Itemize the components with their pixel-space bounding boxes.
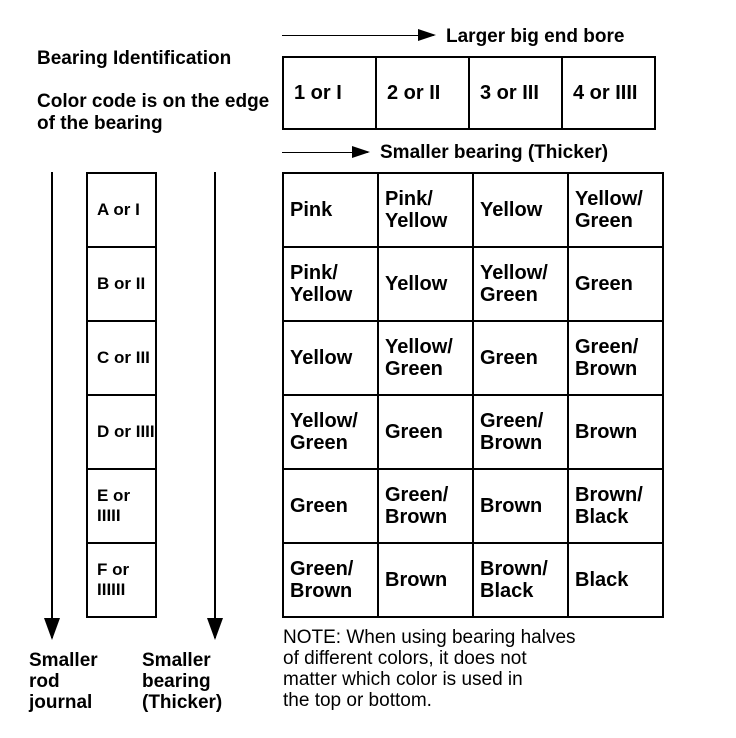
color-cell: Pink/ Yellow bbox=[283, 247, 378, 321]
larger-bore-caption: Larger big end bore bbox=[446, 26, 625, 47]
journal-grade-cell: D or IIII bbox=[87, 395, 156, 469]
diagram-title: Bearing Identification bbox=[37, 48, 232, 69]
smaller-bearing-vertical-arrow bbox=[214, 172, 216, 638]
color-cell: Green/ Brown bbox=[568, 321, 663, 395]
journal-grade-cell: B or II bbox=[87, 247, 156, 321]
journal-grade-table bbox=[86, 172, 157, 618]
color-cell: Green bbox=[473, 321, 568, 395]
color-cell: Pink/ Yellow bbox=[378, 173, 473, 247]
journal-grade-cell: E or IIIII bbox=[87, 469, 156, 543]
journal-grade-cell: F or IIIIII bbox=[87, 543, 156, 617]
usage-note: NOTE: When using bearing halves of different colors, it does not matter which color is used in the top or bottom. bbox=[283, 627, 576, 711]
color-cell: Yellow bbox=[283, 321, 378, 395]
bore-size-cell: 2 or II bbox=[376, 57, 469, 129]
color-cell: Brown/ Black bbox=[473, 543, 568, 617]
smaller-bearing-caption: Smaller bearing (Thicker) bbox=[380, 142, 609, 163]
color-cell: Brown bbox=[568, 395, 663, 469]
color-cell: Yellow/ Green bbox=[473, 247, 568, 321]
color-cell: Green/ Brown bbox=[473, 395, 568, 469]
smaller-journal-arrow bbox=[51, 172, 53, 638]
color-cell: Pink bbox=[283, 173, 378, 247]
journal-grade-cell: C or III bbox=[87, 321, 156, 395]
bore-size-table bbox=[282, 56, 656, 130]
bore-size-cell: 4 or IIII bbox=[562, 57, 655, 129]
bore-size-cell: 3 or III bbox=[469, 57, 562, 129]
color-code-note: Color code is on the edge of the bearing bbox=[37, 91, 270, 134]
color-cell: Black bbox=[568, 543, 663, 617]
bore-size-cell: 1 or I bbox=[283, 57, 376, 129]
color-cell: Brown bbox=[473, 469, 568, 543]
color-cell: Green bbox=[283, 469, 378, 543]
color-cell: Green/ Brown bbox=[378, 469, 473, 543]
color-cell: Yellow/ Green bbox=[568, 173, 663, 247]
smaller-rod-journal-label: Smaller rod journal bbox=[29, 650, 98, 713]
bearing-color-grid bbox=[282, 172, 664, 618]
color-cell: Green/ Brown bbox=[283, 543, 378, 617]
smaller-bearing-arrow bbox=[282, 152, 368, 153]
journal-grade-cell: A or I bbox=[87, 173, 156, 247]
color-cell: Yellow bbox=[378, 247, 473, 321]
color-cell: Yellow/ Green bbox=[378, 321, 473, 395]
larger-bore-arrow bbox=[282, 35, 434, 36]
color-cell: Brown/ Black bbox=[568, 469, 663, 543]
color-cell: Yellow bbox=[473, 173, 568, 247]
color-cell: Green bbox=[378, 395, 473, 469]
color-cell: Green bbox=[568, 247, 663, 321]
color-cell: Yellow/ Green bbox=[283, 395, 378, 469]
color-cell: Brown bbox=[378, 543, 473, 617]
smaller-bearing-label: Smaller bearing (Thicker) bbox=[142, 650, 223, 713]
